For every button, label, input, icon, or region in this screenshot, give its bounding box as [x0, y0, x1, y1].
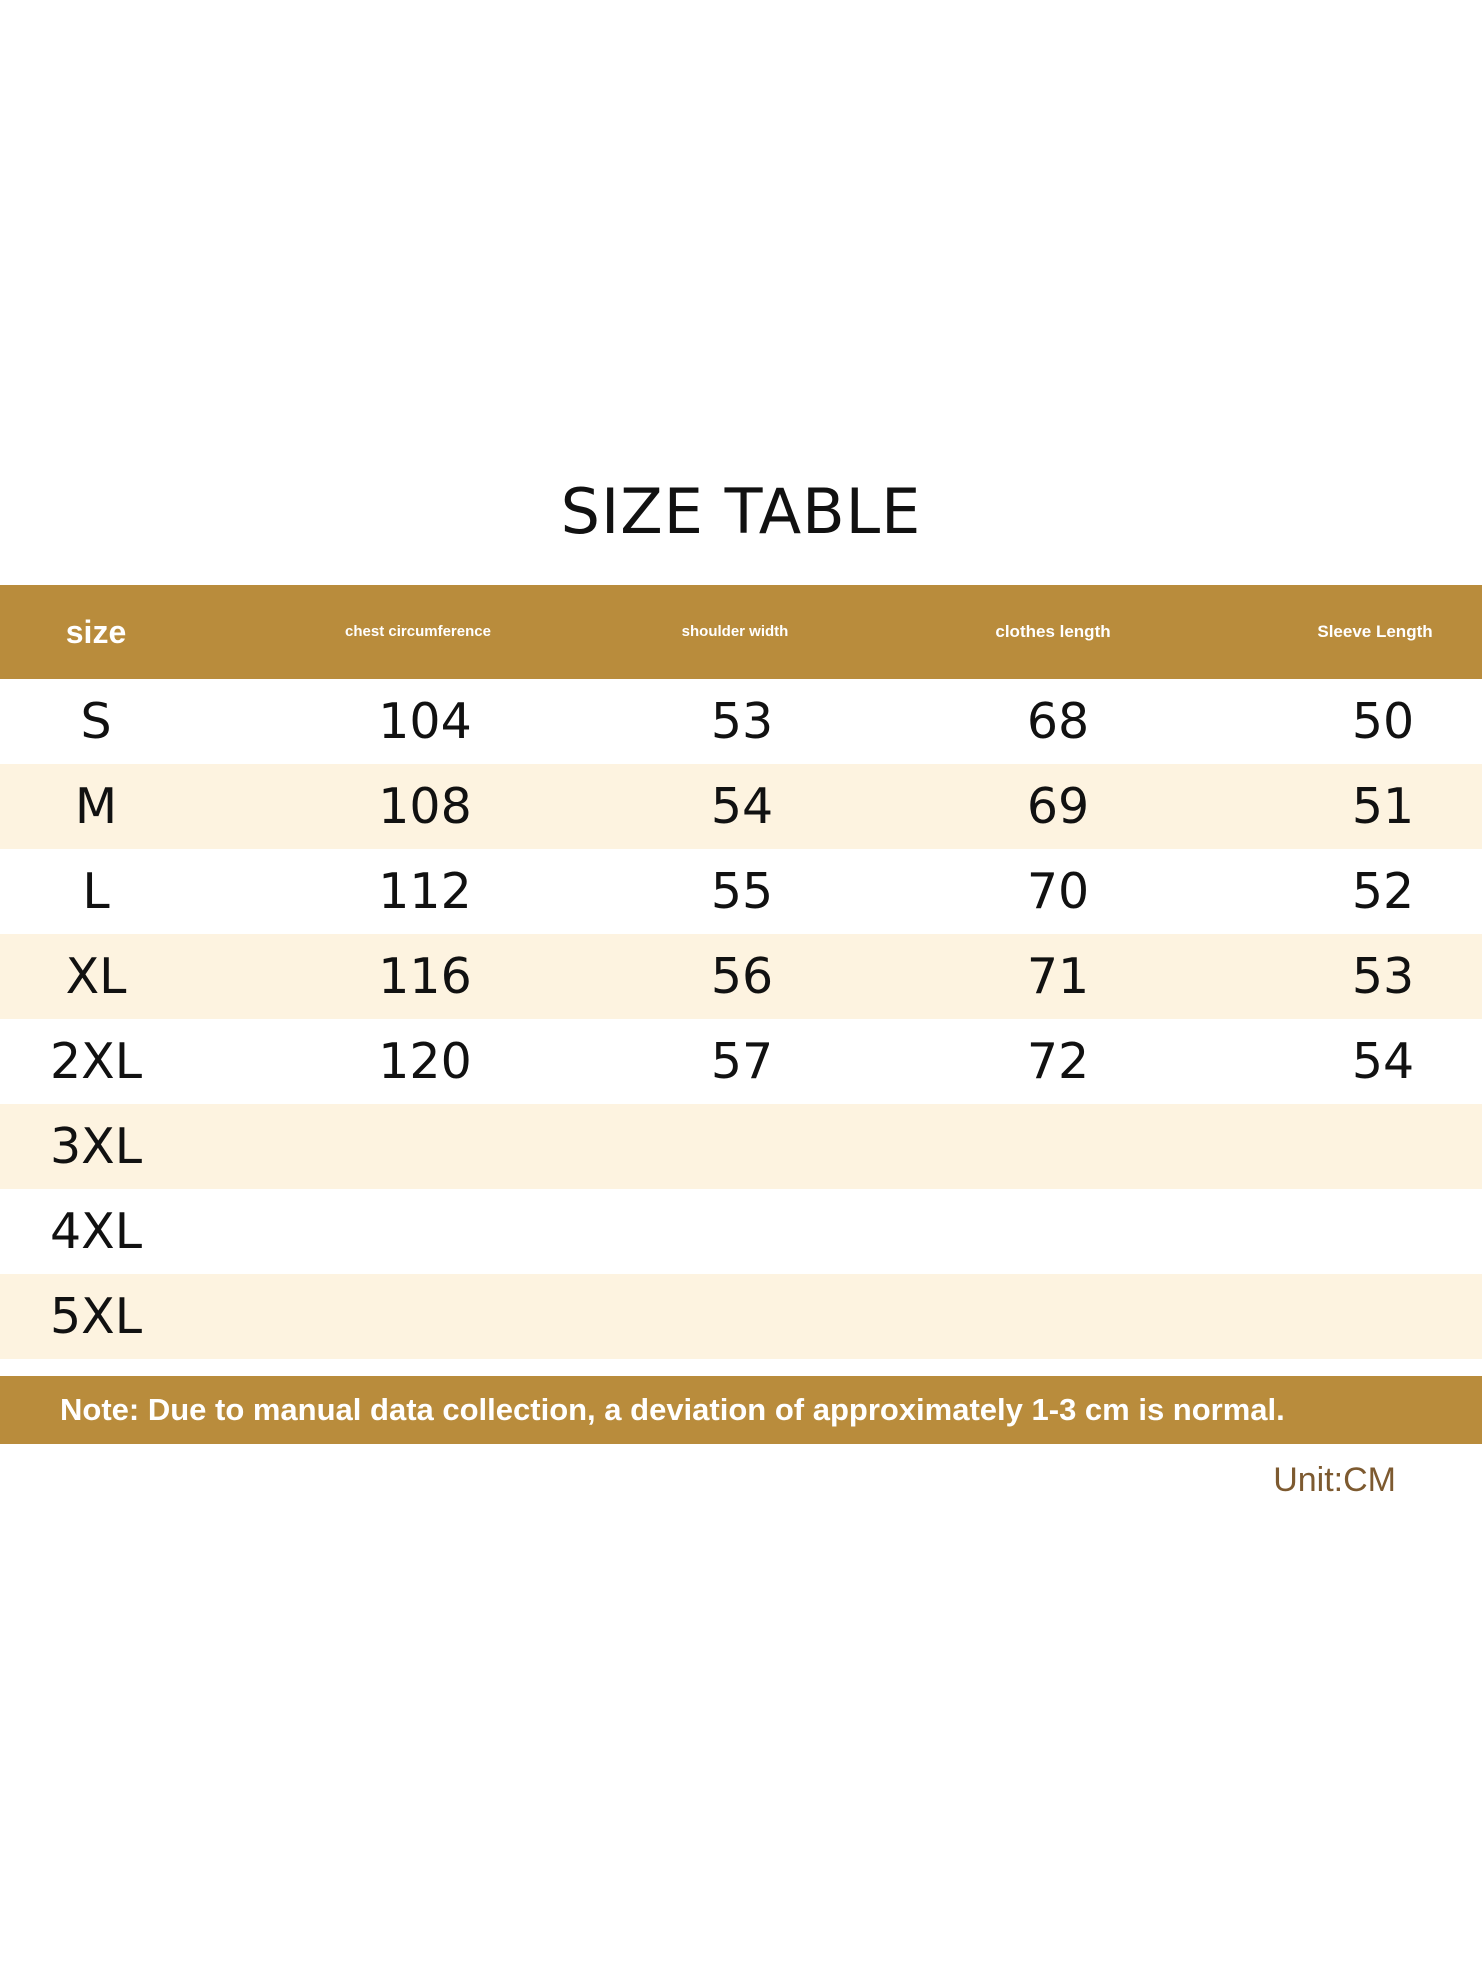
cell-clothes-length: 71: [1026, 948, 1090, 1005]
cell-size: XL: [65, 948, 127, 1005]
cell-shoulder: 55: [710, 863, 774, 920]
cell-clothes-length: 69: [1026, 778, 1090, 835]
table-row: [0, 1274, 1482, 1359]
cell-sleeve: 53: [1351, 948, 1415, 1005]
cell-shoulder: 53: [710, 693, 774, 750]
cell-size: S: [80, 693, 112, 750]
table-row: [0, 1104, 1482, 1189]
table-row: [0, 679, 1482, 764]
cell-sleeve: 52: [1351, 863, 1415, 920]
header-shoulder-width: shoulder width: [681, 623, 789, 640]
unit-label: Unit:CM: [1273, 1461, 1396, 1499]
table-row: [0, 1189, 1482, 1274]
cell-clothes-length: 72: [1026, 1033, 1090, 1090]
cell-size: L: [82, 863, 110, 920]
cell-sleeve: 51: [1351, 778, 1415, 835]
cell-size: M: [74, 778, 118, 835]
cell-chest: 116: [378, 948, 472, 1005]
header-clothes-length: clothes length: [995, 622, 1111, 641]
cell-sleeve: 50: [1351, 693, 1415, 750]
cell-shoulder: 54: [710, 778, 774, 835]
cell-clothes-length: 68: [1026, 693, 1090, 750]
header-chest-circumference: chest circumference: [345, 623, 491, 640]
cell-chest: 104: [378, 693, 472, 750]
table-header: [0, 585, 1482, 679]
page-title: SIZE TABLE: [560, 475, 922, 548]
cell-chest: 108: [378, 778, 472, 835]
measurement-note: Note: Due to manual data collection, a deviation of approximately 1-3 cm is normal.: [60, 1392, 1285, 1427]
cell-size: 2XL: [49, 1033, 143, 1090]
table-row: [0, 849, 1482, 934]
header-sleeve-length: Sleeve Length: [1317, 622, 1433, 641]
cell-size: 5XL: [49, 1288, 143, 1345]
cell-size: 3XL: [49, 1118, 143, 1175]
table-row: [0, 934, 1482, 1019]
cell-shoulder: 57: [710, 1033, 774, 1090]
size-table-body: [0, 679, 1482, 1359]
table-row: [0, 764, 1482, 849]
cell-size: 4XL: [49, 1203, 143, 1260]
table-row: [0, 1019, 1482, 1104]
cell-chest: 112: [378, 863, 472, 920]
cell-chest: 120: [378, 1033, 472, 1090]
cell-shoulder: 56: [710, 948, 774, 1005]
header-size: size: [65, 614, 127, 650]
note-banner: [0, 1376, 1482, 1444]
cell-sleeve: 54: [1351, 1033, 1415, 1090]
cell-clothes-length: 70: [1026, 863, 1090, 920]
